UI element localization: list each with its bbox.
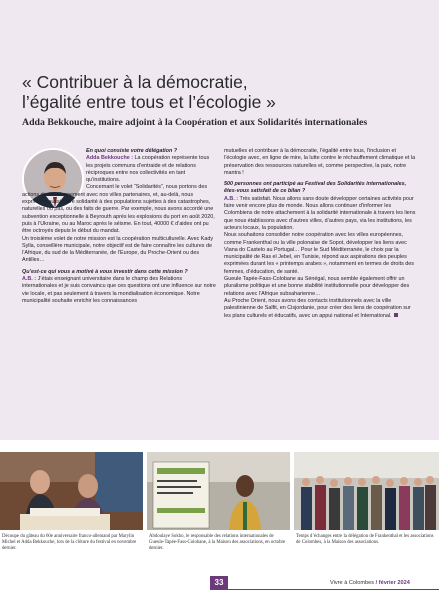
question-2: Qu’est-ce qui vous a motivé à vous investir dans cette mission ? xyxy=(22,268,188,275)
article-subtitle: Adda Bekkouche, maire adjoint à la Coopération et aux Solidarités internationales xyxy=(22,117,368,128)
answer-2-text: J’étais enseignant universitaire dans le champ des Relations internationales et je suis convaincu que ces questions ont une influence sur notre vie locale, et pas seulement à travers la mondialisation économique. Notre municipalité souhaite enrichir les connaissances xyxy=(22,276,216,304)
right-column xyxy=(224,148,419,320)
question-3: 500 personnes ont participé au Festival des Solidarités internationales, êtes-vous satisfait de ce bilan ? xyxy=(224,181,407,195)
answer-1-paragraph-2: Concernant le volet “Solidarités”, nous portons des actions de développement avec nos villes partenaires, et, au-delà, nous exprimons aussi notre solidarité à des populations sujettes à des catastrophes, naturelles ou pas, ou des faits de guerre. Par exemple, nous avons accordé une subvention exceptionnelle à Beyrouth après les explosions du port en août 2020, puis à l’Ukraine, ou au Maroc après le séisme. En tout, 40000 € d’aides ont pu être octroyés depuis le début du mandat. xyxy=(22,184,215,235)
answer-1-intro-block xyxy=(22,155,217,184)
page-footer xyxy=(0,576,439,600)
page-number: 33 xyxy=(210,576,228,590)
footer-separator: / xyxy=(374,580,379,586)
answer-1-paragraph-3: Un troisième volet de notre mission est la coopération multiculturelle. Avec Kady Sylla, conseillère municipale, notre objectif est de faire connaître les cultures de l’Afrique, du sud de la Méditerranée, de l’Europe, du Proche-Orient ou des Antilles… xyxy=(22,235,214,264)
answer-3-paragraph-3: Gueule Tapée-Fass-Colobane au Sénégal, nous semble également offrir un pluralisme politique et une bonne stabilité institutionnelle pour développer des relations avec l’Afrique subsaharienne… xyxy=(224,276,410,297)
footer-publication xyxy=(330,580,410,586)
caption-association-stand: Abdoulaye Sokho, le responsable des relations internationales de Gueule-Tapée-Fass-Colobane, à la Maison des associations, en octobre dernier. xyxy=(149,534,286,551)
photo-cake-cutting xyxy=(0,452,143,530)
question-1: En quoi consiste votre délégation ? xyxy=(86,148,178,154)
answer-3-paragraph-4 xyxy=(224,298,419,320)
answer-3-paragraph-2: Nous souhaitons consolider notre coopération avec les villes européennes, comme Frankenthal ou la ville polonaise de Sopot, développer les liens avec Viana do Castelo au Portugal… Pour le Sud Méditerranée, le choix par la municipalité de Ras el Jebel, en Tunisie, répond aux aspirations des peuples exprimées durant les « printemps arabes », notamment en termes de droits des femmes, d’éducation, de santé. xyxy=(224,232,414,275)
answer-3-label: A.B. : xyxy=(224,195,239,202)
magazine-name: Vivre à Colombes xyxy=(330,580,375,586)
answer-2-label: A.B. : xyxy=(22,276,37,283)
title-line-2: l’égalité entre tous et l’écologie » xyxy=(22,92,276,112)
photo-strip xyxy=(0,452,439,557)
answer-2-continued: mutuelles et contribuer à la démocratie, l’égalité entre tous, l’inclusion et l’écologie avec, en ligne de mire, la lutte contre le réchauffement climatique et la préservation des ressources naturelles et, comme perspective, la paix, notre mantra ! xyxy=(224,148,416,176)
end-of-article-mark xyxy=(394,313,398,317)
answer-2-block xyxy=(22,276,217,305)
caption-cake-cutting: Découpe du gâteau du 60e anniversaire franco-allemand par Marylin Michel et Adda Bekkouche, lors de la clôture du festival en novembre dernier. xyxy=(2,534,137,551)
answer-3-paragraph-4-text: Au Proche Orient, nous avons des contacts institutionnels avec la ville palestinienne de Salfit, en Cisjordanie, pour créer des liens de coopération sur les plans culturels et éducatifs, avec un appui national et International. xyxy=(224,297,411,319)
photo-association-stand xyxy=(147,452,290,530)
issue-date: février 2024 xyxy=(378,580,410,586)
caption-group-delegation: Temps d’échanges entre la délégation de Frankenthal et les associations de Colombes, à la Maison des associations. xyxy=(296,534,434,545)
left-column xyxy=(22,148,217,305)
article-title xyxy=(22,72,432,112)
answer-3-block xyxy=(224,196,419,232)
photo-group-delegation xyxy=(294,452,439,530)
title-line-1: « Contribuer à la démocratie, xyxy=(22,72,248,92)
answer-3-paragraph-1: Très satisfait. Nous allons sans doute développer certaines activités pour faire venir encore plus de monde. Nous allons continuer d’informer les Colombiens de notre attachement à la solidarité internationale à travers les liens que nous établissons avec d’autres villes, d’autres pays, via les institutions, les acteurs locaux, la population. xyxy=(224,195,416,231)
footer-rule xyxy=(228,589,439,590)
answer-1-label: Adda Bekkouche : xyxy=(86,155,134,162)
answer-1-intro: La coopération représente tous les projets communs d’entraide et de relations réciproques entre nos collectivités en tant qu’institutions. xyxy=(86,155,210,184)
